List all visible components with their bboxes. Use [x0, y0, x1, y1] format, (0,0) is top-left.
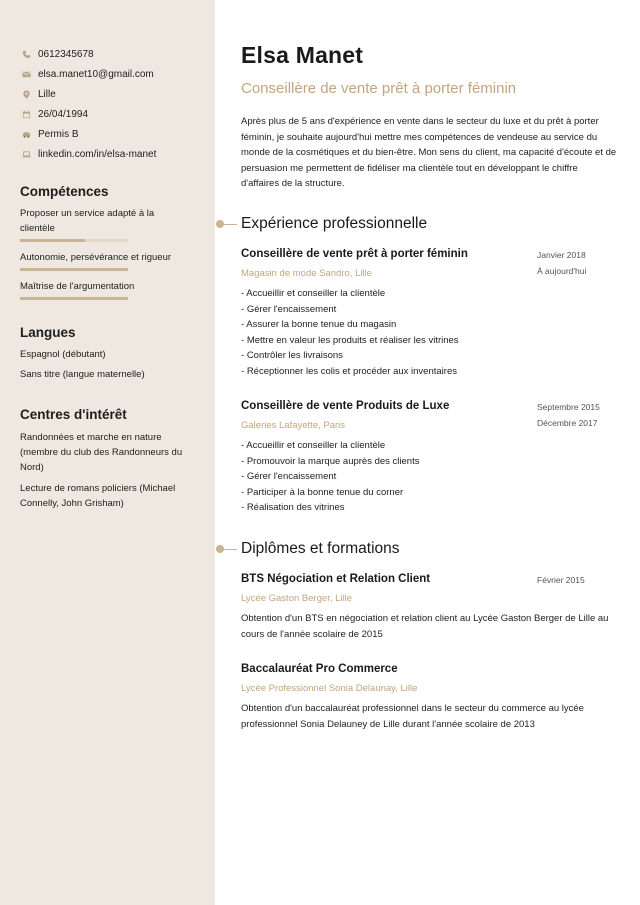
entry-task-list — [241, 438, 617, 516]
entry-title: Conseillère de vente prêt à porter féminin — [241, 248, 468, 260]
entry-dates — [537, 573, 617, 589]
skill-label: Maîtrise de l'argumentation — [20, 281, 135, 292]
experience-heading: Expérience professionnelle — [241, 215, 428, 232]
contact-phone — [20, 44, 210, 64]
entry-organization: Lycée Professionnel Sonia Delaunay, Lille — [241, 683, 418, 694]
education-entry — [241, 573, 617, 642]
phone-text: 0612345678 — [38, 48, 94, 60]
skill-item — [20, 279, 200, 300]
birthdate-text: 26/04/1994 — [38, 108, 89, 120]
skill-bar — [20, 297, 128, 300]
entry-dates — [537, 248, 617, 279]
entry-end-date: À aujourd'hui — [537, 265, 587, 276]
task-item: - Accueillir et conseiller la clientèle — [241, 286, 617, 302]
skill-bar — [20, 239, 128, 242]
entry-end-date: Décembre 2017 — [537, 417, 598, 428]
profile-summary: Après plus de 5 ans d'expérience en vente dans le secteur du luxe et du prêt à porter féminin, je souhaite aujourd'hui mettre mes compétences de vendeuse au service du monde de la cosmétiques et du bien-être. Mon sens du client, ma capacité d'écoute et de persuasion me permettent de fidéliser ma clientèle tout en développant le chiffre d'affaires de la structure. — [241, 116, 617, 190]
interests-list — [20, 430, 198, 517]
education-section-header — [215, 540, 400, 558]
contact-linkedin[interactable] — [20, 144, 210, 164]
entry-description: Obtention d'un BTS en négociation et relation client au Lycée Gaston Berger de Lille au cours de l'année scolaire de 2015 — [241, 613, 609, 640]
skills-heading: Compétences — [20, 184, 109, 199]
entry-date: Février 2015 — [537, 575, 585, 585]
contact-list — [20, 44, 210, 164]
skill-level-fill — [20, 239, 85, 242]
contact-city — [20, 84, 210, 104]
entry-organization: Lycée Gaston Berger, Lille — [241, 593, 353, 604]
mail-icon — [20, 68, 32, 80]
contact-birthdate — [20, 104, 210, 124]
skill-level-fill — [20, 268, 128, 271]
task-item: - Accueillir et conseiller la clientèle — [241, 438, 617, 454]
task-item: - Réalisation des vitrines — [241, 500, 617, 516]
language-item: Espagnol (débutant) — [20, 349, 106, 360]
skill-bar — [20, 268, 128, 271]
task-item: - Réceptionner les colis et procéder aux inventaires — [241, 364, 617, 380]
section-bullet-icon — [215, 219, 241, 229]
entry-title: Conseillère de vente Produits de Luxe — [241, 400, 450, 412]
entry-description: Obtention d'un baccalauréat professionnel dans le secteur du commerce au lycée professionnel Sonia Delauney de Lille durant l'année scolaire de 2013 — [241, 703, 584, 730]
skill-item — [20, 206, 200, 242]
languages-list — [20, 347, 200, 387]
education-heading: Diplômes et formations — [241, 540, 400, 557]
education-entry — [241, 663, 617, 732]
section-bullet-icon — [215, 544, 241, 554]
skill-level-fill — [20, 297, 128, 300]
entry-start-date: Janvier 2018 — [537, 250, 586, 260]
entry-organization: Magasin de mode Sandro, Lille — [241, 268, 372, 279]
task-item: - Contrôler les livraisons — [241, 348, 617, 364]
experience-entry — [241, 248, 617, 379]
task-item: - Gérer l'encaissement — [241, 302, 617, 318]
job-title: Conseillère de vente prêt à porter féminin — [241, 80, 517, 97]
calendar-icon — [20, 108, 32, 120]
email-text: elsa.manet10@gmail.com — [38, 68, 154, 80]
experience-entry — [241, 400, 617, 516]
skill-item — [20, 250, 200, 271]
candidate-name: Elsa Manet — [241, 42, 364, 68]
location-pin-icon — [20, 88, 32, 100]
entry-dates — [537, 400, 617, 431]
sidebar — [0, 0, 215, 905]
phone-icon — [20, 48, 32, 60]
languages-heading: Langues — [20, 325, 76, 340]
skill-label: Proposer un service adapté à la clientèle — [20, 208, 155, 234]
city-text: Lille — [38, 88, 56, 100]
car-icon — [20, 128, 32, 140]
entry-start-date: Septembre 2015 — [537, 402, 600, 412]
skills-list — [20, 206, 200, 308]
entry-title: Baccalauréat Pro Commerce — [241, 663, 398, 675]
skill-label: Autonomie, persévérance et rigueur — [20, 252, 172, 263]
entry-task-list — [241, 286, 617, 379]
interest-item: Randonnées et marche en nature (membre du club des Randonneurs du Nord) — [20, 432, 183, 473]
experience-section-header — [215, 215, 427, 233]
task-item: - Participer à la bonne tenue du corner — [241, 485, 617, 501]
laptop-icon — [20, 148, 32, 160]
contact-license — [20, 124, 210, 144]
license-text: Permis B — [38, 128, 79, 140]
main-content — [215, 0, 640, 905]
interest-item: Lecture de romans policiers (Michael Connelly, John Grisham) — [20, 483, 176, 509]
task-item: - Promouvoir la marque auprès des clients — [241, 454, 617, 470]
entry-title: BTS Négociation et Relation Client — [241, 573, 431, 585]
task-item: - Assurer la bonne tenue du magasin — [241, 317, 617, 333]
entry-organization: Galeries Lafayette, Paris — [241, 420, 346, 431]
task-item: - Gérer l'encaissement — [241, 469, 617, 485]
language-item: Sans titre (langue maternelle) — [20, 369, 145, 380]
contact-email[interactable] — [20, 64, 210, 84]
linkedin-text: linkedin.com/in/elsa-manet — [38, 148, 157, 160]
interests-heading: Centres d'intérêt — [20, 407, 127, 422]
task-item: - Mettre en valeur les produits et réaliser les vitrines — [241, 333, 617, 349]
